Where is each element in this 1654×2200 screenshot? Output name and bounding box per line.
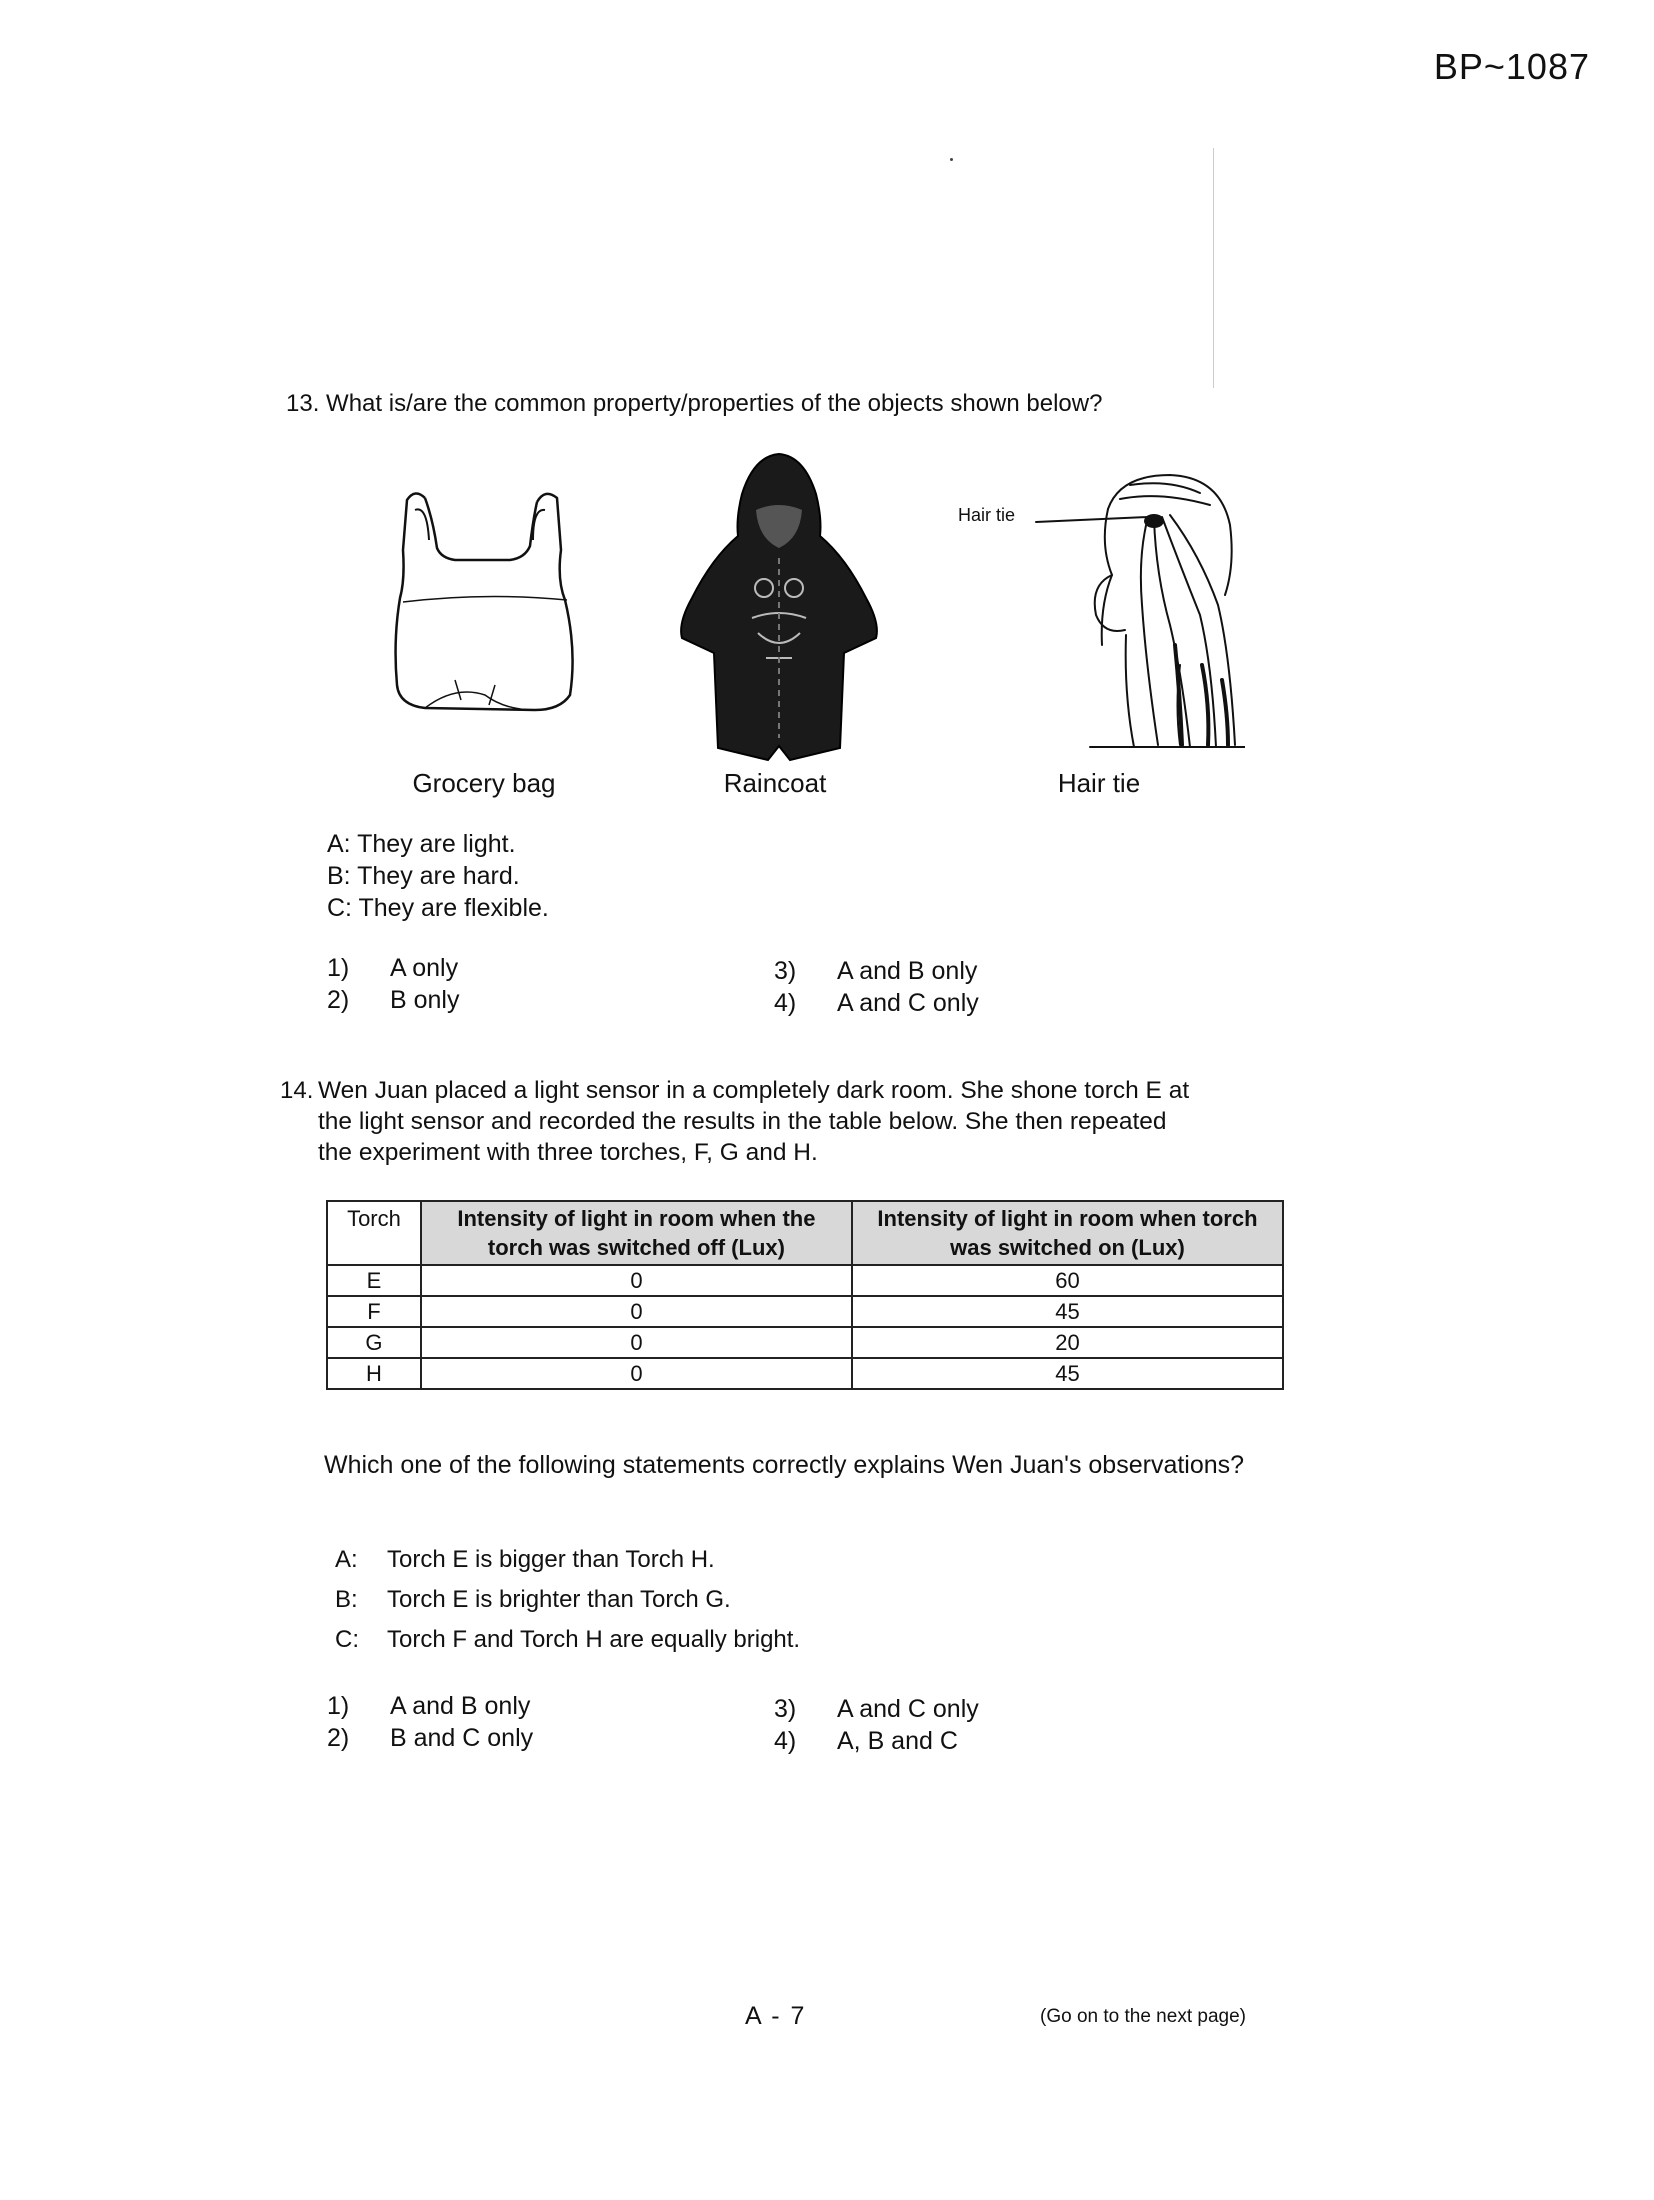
hair-tie-pointer-label: Hair tie xyxy=(958,505,1016,525)
q14-which: Which one of the following statements correctly explains Wen Juan's observations? xyxy=(324,1451,1245,1479)
q13-statement-a: A: They are light. xyxy=(327,830,516,858)
q14-statement-c: C: Torch F and Torch H are equally bright. xyxy=(335,1626,801,1653)
table-cell-on: 60 xyxy=(852,1265,1283,1296)
table-cell-on: 20 xyxy=(852,1327,1283,1358)
table-header-torch: Torch xyxy=(327,1201,421,1265)
q13-number: 13. xyxy=(286,390,320,417)
q14-statement-b: B: Torch E is brighter than Torch G. xyxy=(335,1586,731,1613)
table-header-row xyxy=(327,1201,1283,1265)
q14-intro-line-2: the light sensor and recorded the results in the table below. She then repeated xyxy=(318,1108,1167,1135)
scan-artifact-line xyxy=(1213,148,1214,388)
table-cell-off: 0 xyxy=(421,1265,852,1296)
caption-hair-tie: Hair tie xyxy=(1057,768,1141,798)
q14-option-4[interactable]: 4) A, B and C xyxy=(774,1727,958,1755)
q13-option-3[interactable]: 3) A and B only xyxy=(774,957,978,985)
q13-option-4[interactable]: 4) A and C only xyxy=(774,989,979,1017)
q14-number: 14. xyxy=(280,1077,314,1104)
scan-artifact-dot xyxy=(950,158,953,161)
raincoat-icon xyxy=(672,448,886,764)
table-cell-off: 0 xyxy=(421,1358,852,1389)
q14-statement-a: A: Torch E is bigger than Torch H. xyxy=(335,1546,715,1573)
caption-raincoat: Raincoat xyxy=(723,768,827,798)
grocery-bag-icon xyxy=(385,480,585,730)
q13-statements xyxy=(327,828,549,924)
q14-intro xyxy=(318,1075,1288,1168)
q14-option-1[interactable]: 1) A and B only xyxy=(327,1692,531,1720)
table-row xyxy=(327,1358,1283,1389)
q13-statement-c: C: They are flexible. xyxy=(327,894,549,922)
table-row xyxy=(327,1327,1283,1358)
page-number: A - 7 xyxy=(745,2002,807,2030)
hair-tie-icon xyxy=(1030,465,1245,755)
next-page-note: (Go on to the next page) xyxy=(1040,2006,1246,2027)
q13-statement-b: B: They are hard. xyxy=(327,862,520,890)
table-cell-torch: E xyxy=(327,1265,421,1296)
q14-option-3[interactable]: 3) A and C only xyxy=(774,1695,979,1723)
q13-option-1[interactable]: 1) A only xyxy=(327,954,459,982)
q14-intro-line-1: Wen Juan placed a light sensor in a completely dark room. She shone torch E at xyxy=(318,1077,1190,1104)
q13-option-2[interactable]: 2) B only xyxy=(327,986,460,1014)
table-header-on: Intensity of light in room when torch was switched on (Lux) xyxy=(852,1201,1283,1265)
table-cell-off: 0 xyxy=(421,1296,852,1327)
table-cell-off: 0 xyxy=(421,1327,852,1358)
q14-statements xyxy=(335,1540,800,1660)
paper-code: BP~1087 xyxy=(1433,46,1590,87)
q13-question-text: What is/are the common property/properties of the objects shown below? xyxy=(326,390,1103,417)
table-header-off: Intensity of light in room when the torch was switched off (Lux) xyxy=(421,1201,852,1265)
table-cell-on: 45 xyxy=(852,1296,1283,1327)
table-row xyxy=(327,1296,1283,1327)
table-cell-torch: H xyxy=(327,1358,421,1389)
q14-results-table xyxy=(326,1200,1284,1390)
table-row xyxy=(327,1265,1283,1296)
q14-option-2[interactable]: 2) B and C only xyxy=(327,1724,534,1752)
table-cell-torch: F xyxy=(327,1296,421,1327)
q14-intro-line-3: the experiment with three torches, F, G and H. xyxy=(318,1139,818,1166)
q13-question xyxy=(286,388,1102,419)
table-cell-torch: G xyxy=(327,1327,421,1358)
caption-grocery-bag: Grocery bag xyxy=(412,768,556,798)
table-cell-on: 45 xyxy=(852,1358,1283,1389)
